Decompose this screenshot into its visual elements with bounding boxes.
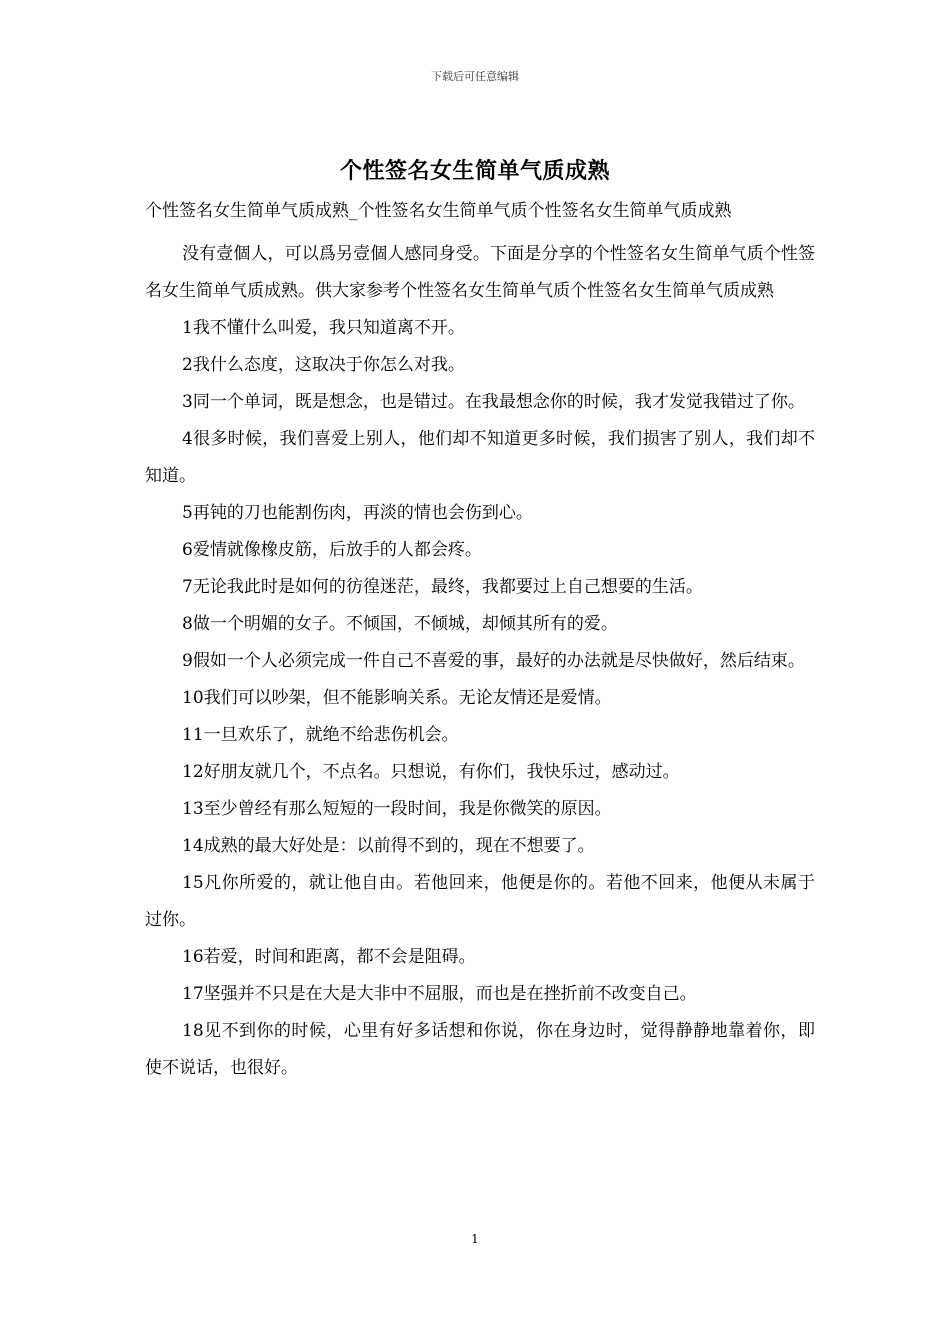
list-item: 18见不到你的时候，心里有好多话想和你说，你在身边时，觉得静静地靠着你，即使不说话，也很好。 [145,1021,815,1078]
list-item: 5再钝的刀也能割伤肉，再淡的情也会伤到心。 [182,503,533,523]
list-item: 4很多时候，我们喜爱上别人，他们却不知道更多时候，我们损害了别人，我们却不知道。 [145,429,815,486]
list-item: 16若爱，时间和距离，都不会是阻碍。 [182,947,476,967]
list-item: 13至少曾经有那么短短的一段时间，我是你微笑的原因。 [182,799,612,819]
list-item: 14成熟的最大好处是：以前得不到的，现在不想要了。 [182,836,595,856]
page-number: 1 [471,1232,479,1246]
list-item: 1我不懂什么叫爱，我只知道离不开。 [182,318,465,338]
list-item: 17坚强并不只是在大是大非中不屈服，而也是在挫折前不改变自己。 [182,984,697,1004]
list-item: 12好朋友就几个，不点名。只想说，有你们，我快乐过，感动过。 [182,762,680,782]
list-item: 15凡你所爱的，就让他自由。若他回来，他便是你的。若他不回来，他便从未属于过你。 [145,873,815,930]
list-item: 2我什么态度，这取决于你怎么对我。 [182,355,465,375]
list-item: 8做一个明媚的女子。不倾国，不倾城，却倾其所有的爱。 [182,614,618,634]
list-item: 10我们可以吵架，但不能影响关系。无论友情还是爱情。 [182,688,612,708]
list-item: 3同一个单词，既是想念，也是错过。在我最想念你的时候，我才发觉我错过了你。 [182,392,805,412]
document-body [145,198,815,1087]
list-item: 9假如一个人必须完成一件自己不喜爱的事，最好的办法就是尽快做好，然后结束。 [182,651,805,671]
list-item: 7无论我此时是如何的彷徨迷茫，最终，我都要过上自己想要的生活。 [182,577,703,597]
document-subtitle: 个性签名女生简单气质成熟_个性签名女生简单气质个性签名女生简单气质成熟 [145,201,732,221]
page-header: 下载后可任意编辑 [431,70,519,83]
document-title: 个性签名女生简单气质成熟 [339,158,610,184]
list-item: 11一旦欢乐了，就绝不给悲伤机会。 [182,725,459,745]
list-item: 6爱情就像橡皮筋，后放手的人都会疼。 [182,540,482,560]
signature-list [145,310,815,1087]
intro-paragraph: 没有壹個人，可以爲另壹個人感同身受。下面是分享的个性签名女生简单气质个性签名女生简单气质成熟。供大家参考个性签名女生简单气质个性签名女生简单气质成熟 [145,244,815,301]
